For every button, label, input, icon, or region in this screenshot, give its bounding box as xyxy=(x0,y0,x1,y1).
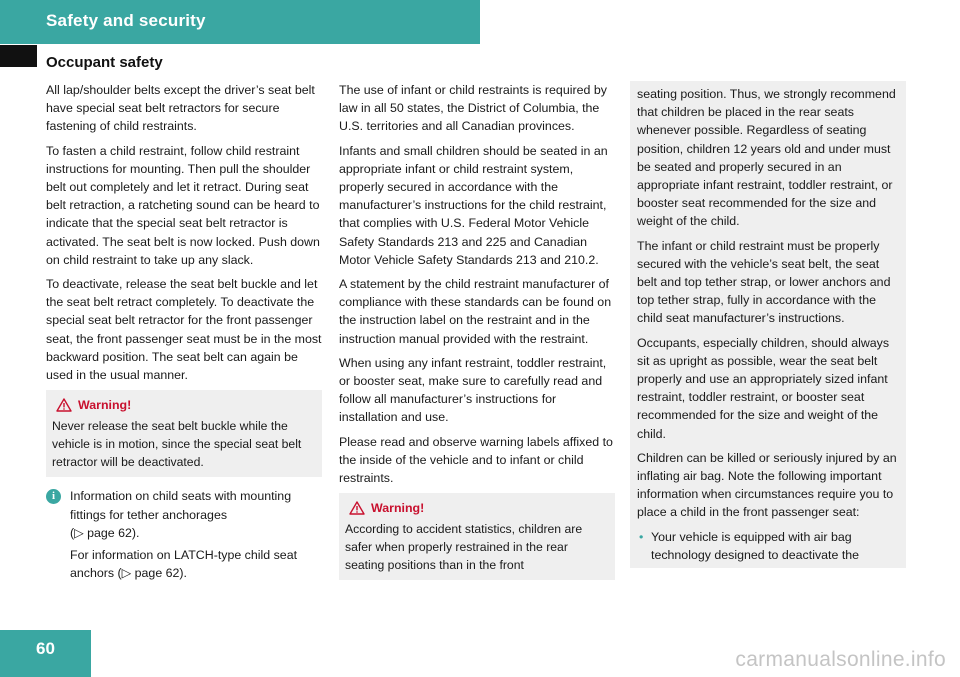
list-item xyxy=(637,528,900,564)
section-title: Occupant safety xyxy=(46,54,163,71)
paragraph: Please read and observe warning labels affixed to the inside of the vehicle and to infant or child restraints. xyxy=(339,434,613,486)
warning-text: Never release the seat belt buckle while the vehicle is in motion, since the special seat belt retractor will be deactivated. xyxy=(52,419,302,470)
warning-label: Warning! xyxy=(78,398,132,413)
page-reference-link[interactable]: (▷ page 62). xyxy=(117,566,188,581)
chapter-title: Safety and security xyxy=(46,11,206,30)
watermark: carmanualsonline.info xyxy=(735,648,946,671)
info-line-2: For information on LATCH-type child seat anchors xyxy=(70,548,298,581)
warning-box xyxy=(46,390,322,477)
info-note xyxy=(46,487,322,582)
info-icon: i xyxy=(46,489,61,504)
page-reference-link[interactable]: (▷ page 62). xyxy=(70,525,140,540)
warning-triangle-icon xyxy=(349,501,365,515)
paragraph: A statement by the child restraint manufacturer of compliance with these standards can be found on the instruction label on the restraint and in the instruction manual provided with the restraint. xyxy=(339,277,612,346)
paragraph: Children can be killed or seriously injured by an inflating air bag. Note the following important information when circumstances require you to place a child in the front passenger seat: xyxy=(637,450,897,520)
column-2 xyxy=(339,81,615,590)
info-line-1: Information on child seats with mounting fittings for tether anchorages xyxy=(70,489,292,522)
paragraph: Occupants, especially children, should always sit as upright as possible, wear the seat belt properly and use an appropriately sized infant restraint, toddler restraint, or booster seat recommended for the size and weight of the child. xyxy=(637,335,890,441)
warning-heading xyxy=(52,396,316,414)
warning-text: According to accident statistics, children are safer when properly restrained in the rear seating positions than in the front xyxy=(345,522,583,573)
warning-box xyxy=(339,493,615,580)
paragraph: seating position. Thus, we strongly recommend that children be placed in the rear seats whenever possible. Regardless of seating position, children 12 years old and under must be seated and properly secured in an appropriate infant restraint, toddler restraint, or booster seat recommended for the size and weight of the child. xyxy=(637,87,896,229)
info-text xyxy=(70,487,322,542)
warning-triangle-icon xyxy=(56,398,72,412)
warning-label: Warning! xyxy=(371,501,425,516)
info-text xyxy=(70,546,322,582)
page-number: 60 xyxy=(36,639,55,658)
paragraph: Infants and small children should be seated in an appropriate infant or child restraint system, properly secured in accordance with the manufacturer’s instructions for the child restraint, that complies with U.S. Federal Motor Vehicle Safety Standards 213 and 225 and Canadian Motor Vehicle Safety Standards 213 and 210.2. xyxy=(339,143,608,267)
column-3 xyxy=(630,81,906,568)
paragraph: The infant or child restraint must be properly secured with the vehicle’s seat belt, the seat belt and top tether strap, or lower anchors and top tether strap, fully in accordance with the child seat manufacturer’s instructions. xyxy=(637,238,891,326)
warning-continuation-box xyxy=(630,81,906,568)
paragraph: The use of infant or child restraints is required by law in all 50 states, the District of Columbia, the U.S. territories and all Canadian provinces. xyxy=(339,83,607,134)
paragraph: All lap/shoulder belts except the driver’s seat belt have special seat belt retractors for secure fastening of child restraints. xyxy=(46,83,315,134)
list-item-text: Your vehicle is equipped with air bag technology designed to deactivate the xyxy=(651,529,860,562)
warning-heading xyxy=(345,499,609,517)
column-1 xyxy=(46,81,322,586)
paragraph: When using any infant restraint, toddler restraint, or booster seat, make sure to carefully read and follow all manufacturer’s instructions for installation and use. xyxy=(339,355,607,425)
paragraph: To fasten a child restraint, follow child restraint instructions for mounting. Then pull the shoulder belt out completely and let it retract. During seat belt retraction, a ratcheting sound can be heard to indicate that the special seat belt retractor is activated. The seat belt is now locked. Push down on child restraint to take up any slack. xyxy=(46,143,320,267)
section-marker xyxy=(0,45,37,67)
paragraph: To deactivate, release the seat belt buckle and let the seat belt retract completely. To deactivate the special seat belt retractor for the front passenger seat, the front passenger seat must be in the most backward position. The seat belt can again be used in the usual manner. xyxy=(46,277,322,383)
bullet-icon: • xyxy=(639,529,644,544)
